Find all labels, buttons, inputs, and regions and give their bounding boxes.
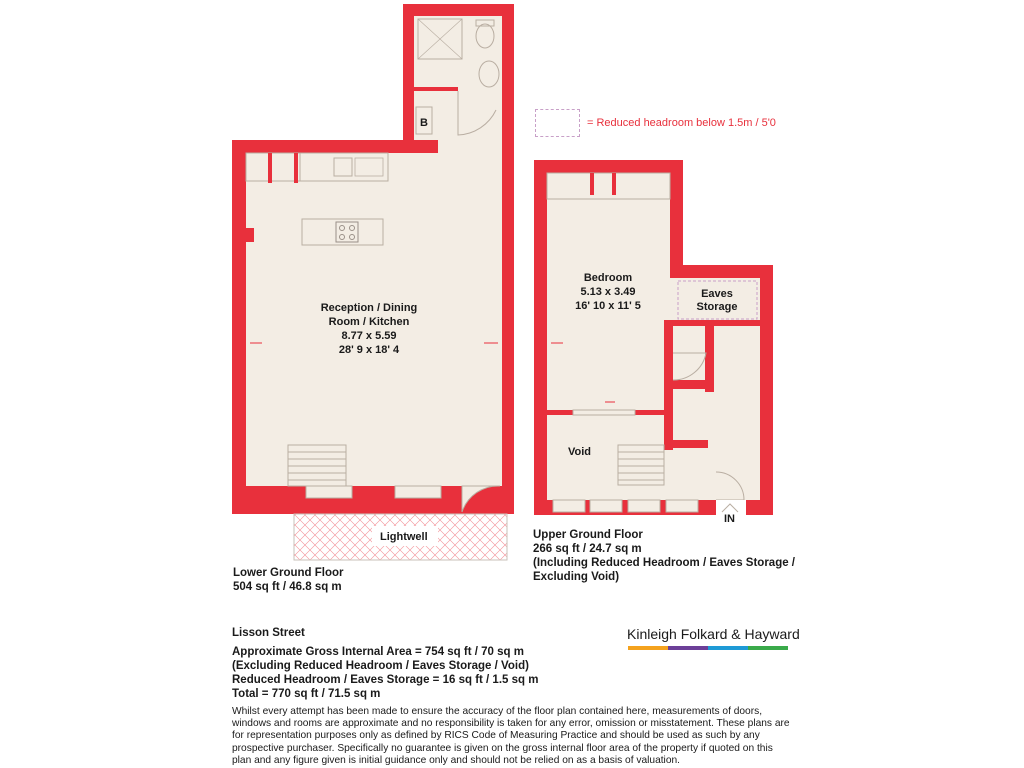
reduced-headroom-area: Reduced Headroom / Eaves Storage = 16 sq ft / 1.5 sq m [232,674,539,686]
bedroom-name: Bedroom [583,272,633,284]
upper-ground-caption [533,528,795,584]
kitchen-units [300,153,388,181]
reception-name-2: Room / Kitchen [328,316,410,328]
window-lightwell-2 [395,486,441,498]
lightwell-label: Lightwell [380,531,428,543]
brand-bar-blue [708,646,748,650]
total-area: Total = 770 sq ft / 71.5 sq m [232,688,381,700]
brand-bar-green [748,646,788,650]
upper-ground-caption-note-2: Excluding Void) [533,571,620,583]
upper-ground-floor-plan [534,160,773,525]
upper-ground-caption-title: Upper Ground Floor [533,529,643,541]
bedroom-dim-imperial: 16' 10 x 11' 5 [575,300,641,312]
bedroom-dim-metric: 5.13 x 3.49 [580,286,636,298]
upper-ground-caption-area: 266 sq ft / 24.7 sq m [533,543,642,555]
brand-bar-orange [628,646,668,650]
area-summary [232,645,538,701]
reception-dim-imperial: 28' 9 x 18' 4 [338,344,400,356]
void-label: Void [568,446,592,458]
brand-bar-purple [668,646,708,650]
boiler-label: B [420,117,428,129]
gross-area-exclusions: (Excluding Reduced Headroom / Eaves Storage / Void) [232,660,529,672]
reduced-headroom-legend-text: = Reduced headroom below 1.5m / 5'0 [587,117,776,129]
lower-ground-caption-title: Lower Ground Floor [233,567,344,579]
brand-name: Kinleigh Folkard & Hayward [627,626,800,642]
reception-dim-metric: 8.77 x 5.59 [341,330,397,342]
upper-ground-caption-note-1: (Including Reduced Headroom / Eaves Storage / [533,557,796,569]
lower-ground-caption [233,566,344,594]
eaves-name-2: Storage [696,301,738,313]
window-lightwell-1 [306,486,352,498]
brand-color-bars [628,646,788,650]
eaves-storage [678,281,757,319]
lower-ground-floor-area [246,16,502,486]
eaves-name-1: Eaves [701,288,733,300]
disclaimer-text: Whilst every attempt has been made to ensure the accuracy of the floor plan contained here, measurements of doors, windows and rooms are approximate and no responsibility is taken for any error, omission or misstatement. These plans are for representation purposes only as defined by RICS Code of Measuring Practice and should be used as such by any prospective purchaser. Specifically no guarantee is given on the gross internal floor area of the property if quoted on this plan and any figure given is initial guidance only and should not be relied on as a basis of valuation. [232,706,790,766]
reduced-headroom-legend-swatch [535,109,580,137]
gross-internal-area: Approximate Gross Internal Area = 754 sq ft / 70 sq m [232,646,524,658]
lower-ground-caption-area: 504 sq ft / 46.8 sq m [233,581,342,593]
property-address: Lisson Street [232,627,305,639]
kitchen-island [302,219,383,245]
lower-ground-floor-plan [232,4,514,560]
entrance-label: IN [724,513,735,525]
reception-name-1: Reception / Dining [320,302,418,314]
